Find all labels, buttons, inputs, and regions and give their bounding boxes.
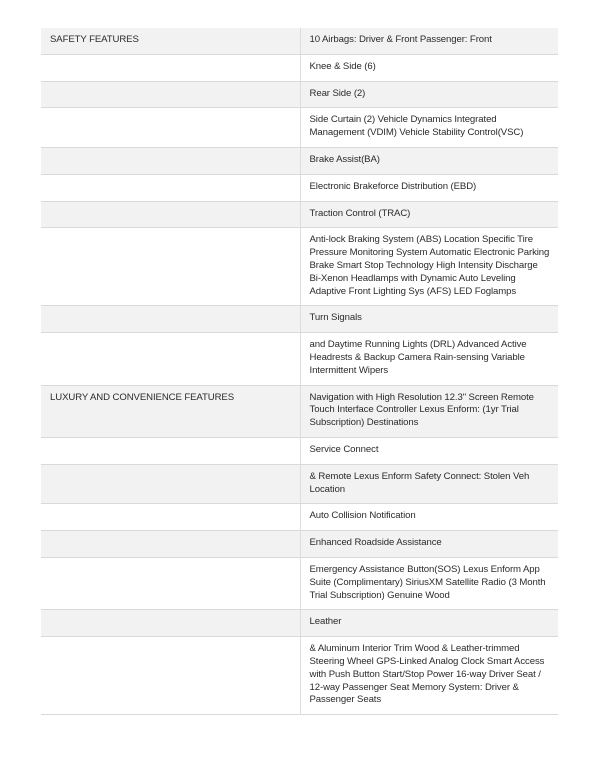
- feature-item: Turn Signals: [300, 306, 558, 333]
- feature-item: 10 Airbags: Driver & Front Passenger: Front: [300, 28, 558, 54]
- table-row: [41, 385, 558, 437]
- table-row: [41, 81, 558, 108]
- table-row: [41, 28, 558, 54]
- table-row: [41, 174, 558, 201]
- empty-label-cell: [41, 201, 300, 228]
- table-row: [41, 557, 558, 609]
- feature-item: Brake Assist(BA): [300, 147, 558, 174]
- table-row: [41, 504, 558, 531]
- feature-item: & Aluminum Interior Trim Wood & Leather-trimmed Steering Wheel GPS-Linked Analog Clock Smart Access with Push Button Start/Stop Power 16-way Driver Seat / 12-way Passenger Seat Memory System: Driver & Passenger Seats: [300, 637, 558, 715]
- empty-label-cell: [41, 333, 300, 385]
- feature-item: Electronic Brakeforce Distribution (EBD): [300, 174, 558, 201]
- features-table: [41, 28, 558, 715]
- empty-label-cell: [41, 504, 300, 531]
- empty-label-cell: [41, 531, 300, 558]
- feature-item: Traction Control (TRAC): [300, 201, 558, 228]
- empty-label-cell: [41, 174, 300, 201]
- table-row: [41, 531, 558, 558]
- feature-item: and Daytime Running Lights (DRL) Advanced Active Headrests & Backup Camera Rain-sensing Variable Intermittent Wipers: [300, 333, 558, 385]
- feature-item: Side Curtain (2) Vehicle Dynamics Integrated Management (VDIM) Vehicle Stability Control(VSC): [300, 108, 558, 148]
- empty-label-cell: [41, 306, 300, 333]
- empty-label-cell: [41, 108, 300, 148]
- table-row: [41, 637, 558, 715]
- empty-label-cell: [41, 464, 300, 504]
- feature-item: & Remote Lexus Enform Safety Connect: Stolen Veh Location: [300, 464, 558, 504]
- spec-sheet: [41, 28, 558, 715]
- empty-label-cell: [41, 228, 300, 306]
- feature-item: Auto Collision Notification: [300, 504, 558, 531]
- empty-label-cell: [41, 54, 300, 81]
- empty-label-cell: [41, 81, 300, 108]
- feature-item: Navigation with High Resolution 12.3" Screen Remote Touch Interface Controller Lexus Enform: (1yr Trial Subscription) Destinations: [300, 385, 558, 437]
- empty-label-cell: [41, 437, 300, 464]
- table-row: [41, 108, 558, 148]
- table-row: [41, 306, 558, 333]
- feature-item: Service Connect: [300, 437, 558, 464]
- empty-label-cell: [41, 610, 300, 637]
- empty-label-cell: [41, 637, 300, 715]
- table-row: [41, 54, 558, 81]
- feature-item: Rear Side (2): [300, 81, 558, 108]
- feature-item: Knee & Side (6): [300, 54, 558, 81]
- table-row: [41, 228, 558, 306]
- feature-item: Leather: [300, 610, 558, 637]
- section-title: SAFETY FEATURES: [41, 28, 300, 54]
- table-row: [41, 437, 558, 464]
- table-row: [41, 464, 558, 504]
- feature-item: Enhanced Roadside Assistance: [300, 531, 558, 558]
- features-table-body: [41, 28, 558, 715]
- section-title: LUXURY AND CONVENIENCE FEATURES: [41, 385, 300, 437]
- empty-label-cell: [41, 557, 300, 609]
- empty-label-cell: [41, 147, 300, 174]
- table-row: [41, 333, 558, 385]
- table-row: [41, 147, 558, 174]
- feature-item: Anti-lock Braking System (ABS) Location Specific Tire Pressure Monitoring System Automatic Electronic Parking Brake Smart Stop Technology High Intensity Discharge Bi-Xenon Headlamps with Dynamic Auto Leveling Adaptive Front Lighting Sys (AFS) LED Foglamps: [300, 228, 558, 306]
- feature-item: Emergency Assistance Button(SOS) Lexus Enform App Suite (Complimentary) SiriusXM Satellite Radio (3 Month Trial Subscription) Genuine Wood: [300, 557, 558, 609]
- table-row: [41, 201, 558, 228]
- table-row: [41, 610, 558, 637]
